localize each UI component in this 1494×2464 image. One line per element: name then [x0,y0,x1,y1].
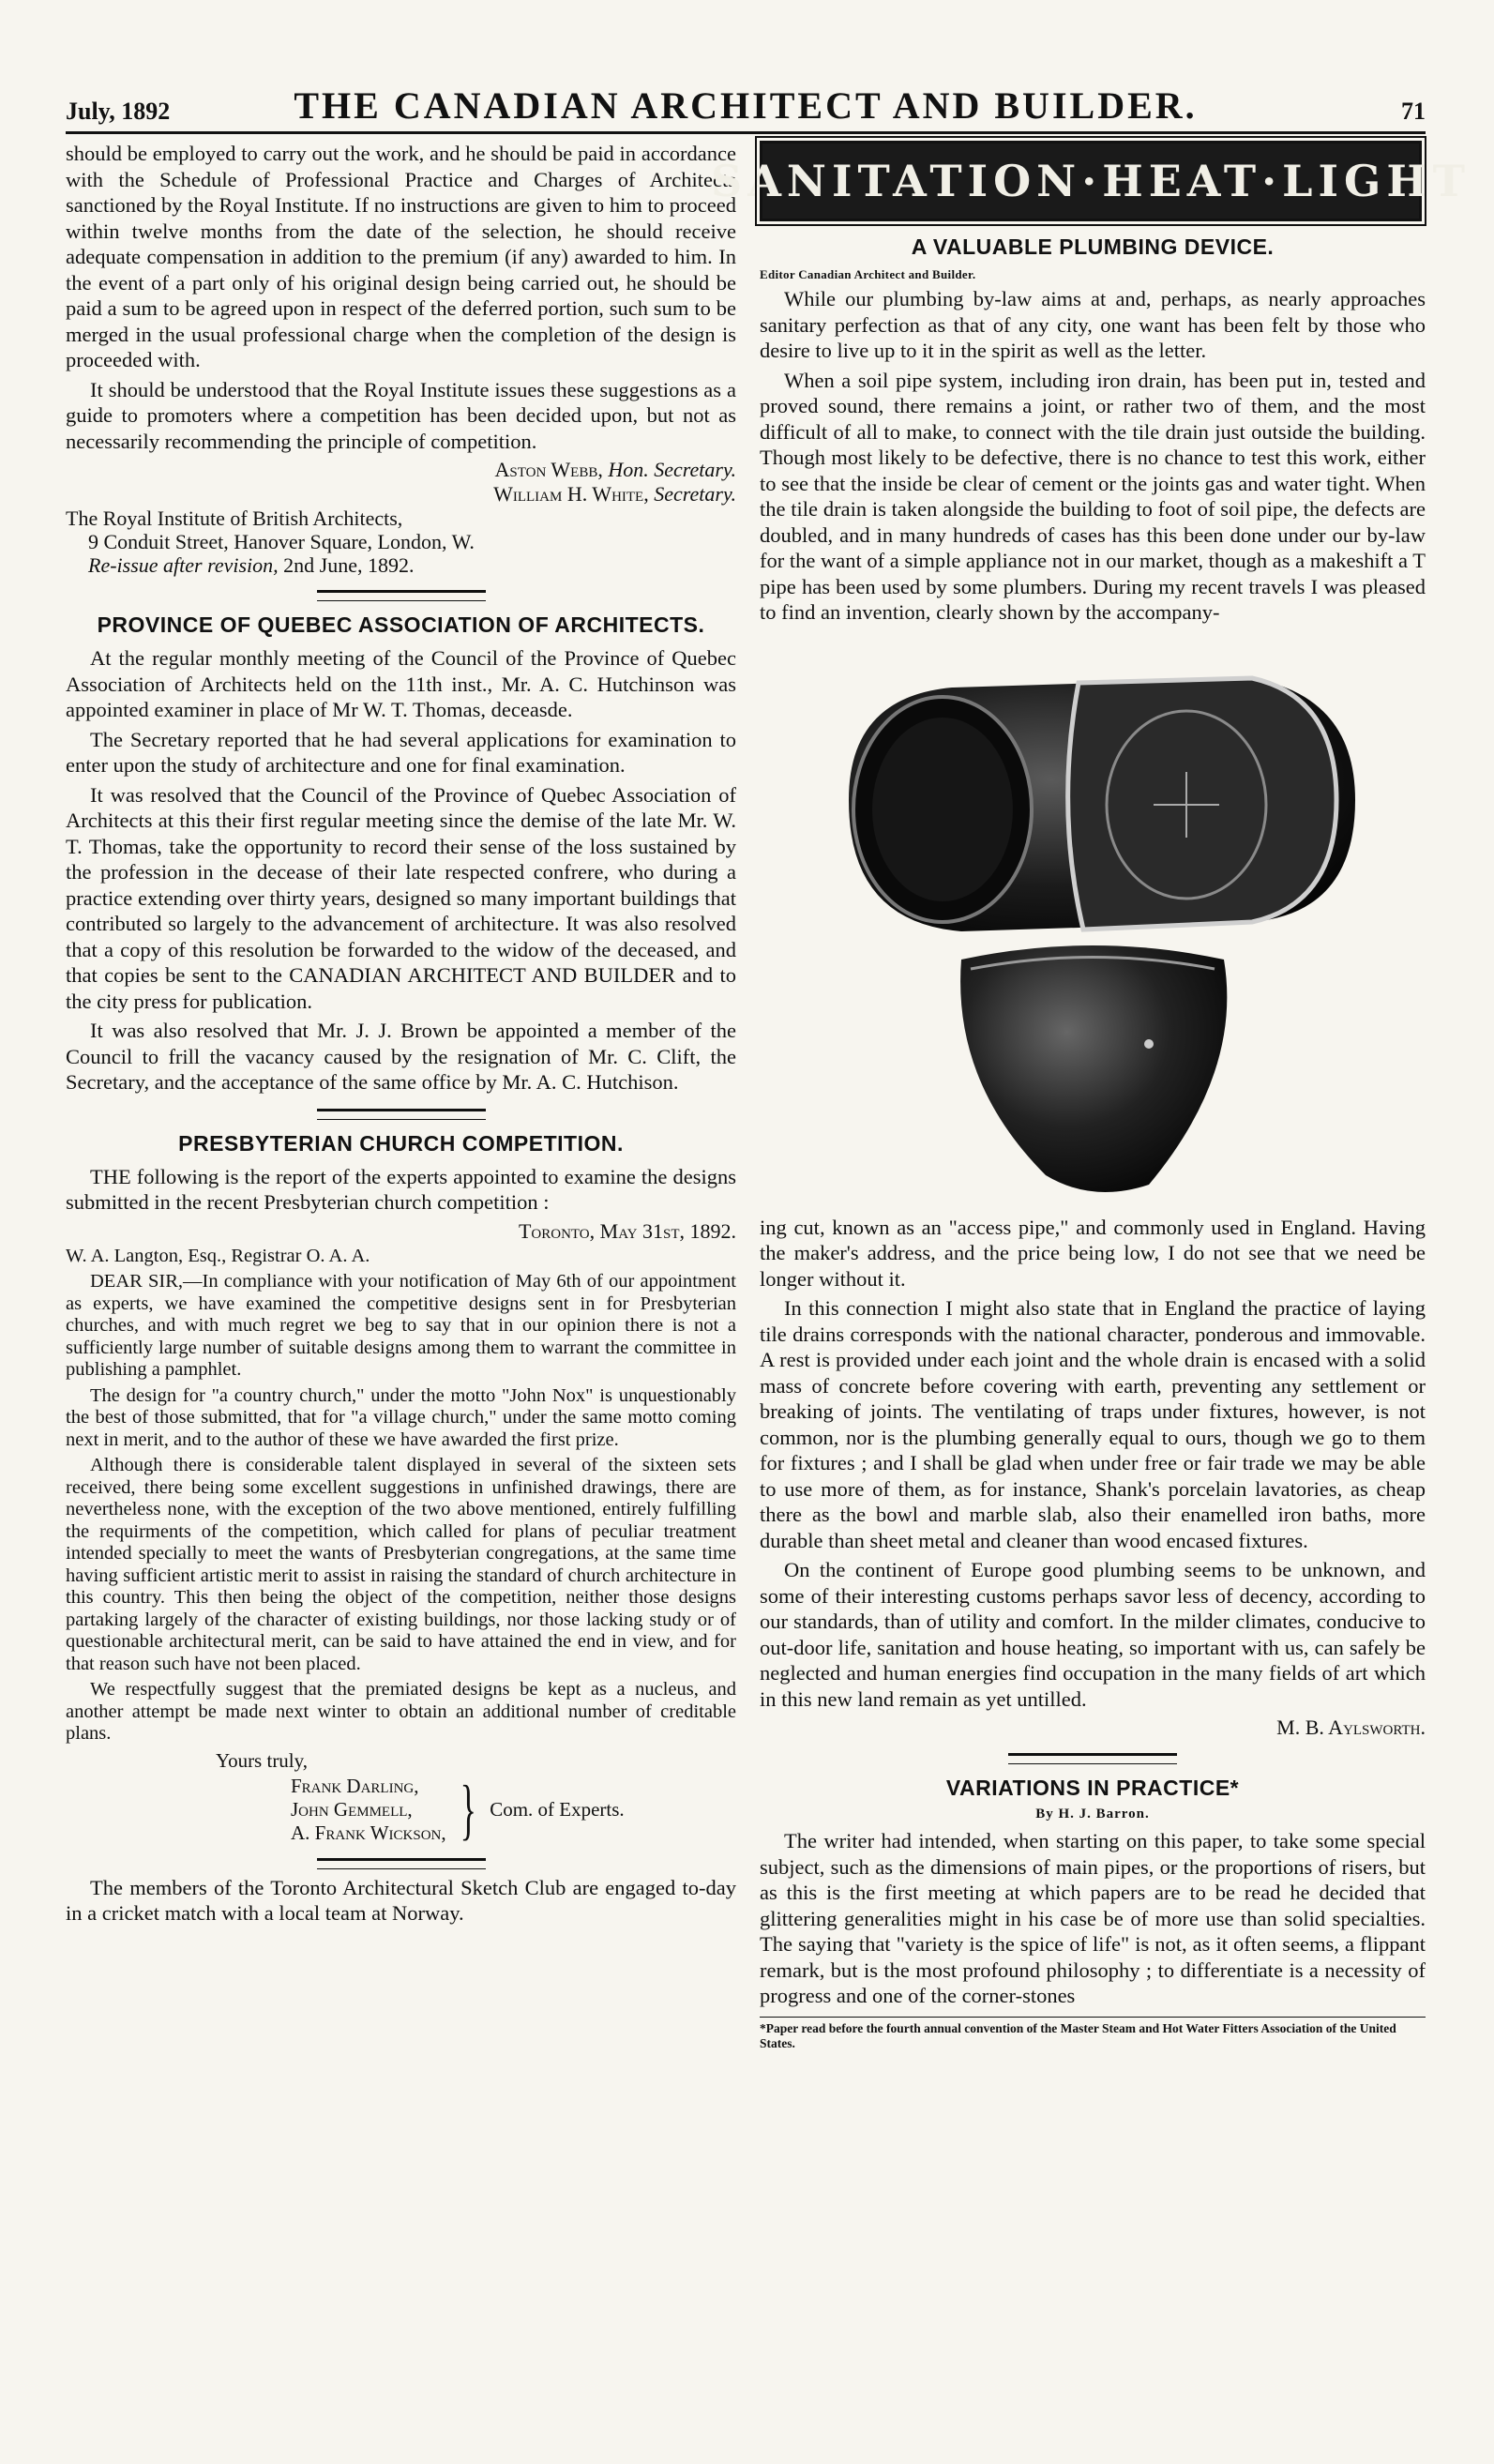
access-pipe-engraving [811,641,1374,1203]
signatory-role: Secretary. [654,482,736,506]
closing-salutation: Yours truly, [216,1748,309,1772]
expert-signatures [291,1772,736,1847]
paragraph: When a soil pipe system, including iron drain, has been put in, tested and proved sound, there remains a joint, or rather two of them, and the most difficult of all to make, to connect with the tile drain just outside the building. Though most likely to be defective, there is no chance to test this work, either to see that the inside be clear of cement or the joints gas and water tight. When the tile drain is taken alongside the building to foot of soil pipe, the defects are doubled, and in many hundreds of cases has this been done under our by-law for the want of a simple appliance not in our market, though as a makeshift a T pipe has been used by some plumbers. During my recent travels I was pleased to find an invention, clearly shown by the accompany- [760,368,1426,624]
section-heading: VARIATIONS IN PRACTICE* [945,1776,1240,1800]
paragraph: The writer had intended, when starting on this paper, to take some special subject, such as the dimensions of main pipes, or the proportions of risers, but as this is the first meeting at which papers are to be read he decided that glittering generalities might in his case be of more use than solid specialties. The saying that "variety is the spice of life" is not, as it often seems, a flippant remark, but is the most profound philosophy ; to differentiate is a necessity of progress and one of the corner-stones [760,1829,1426,2007]
paragraph: We respectfully suggest that the premiated designs be kept as a nucleus, and another attempt be made next winter to obtain an additional number of creditable plans. [66,1679,736,1744]
expert-name: John Gemmell, [291,1797,413,1821]
expert-name: Frank Darling, [291,1774,419,1797]
paragraph: It was also resolved that Mr. J. J. Brown be appointed a member of the Council to frill the vacancy caused by the resignation of Mr. C. Clift, the Secretary, and the acceptance of the same office by Mr. A. C. Hutchison. [66,1019,736,1094]
paragraph: should be employed to carry out the work, and he should be paid in accordance with the Schedule of Professional Practice and Charges of Architects sanctioned by the Royal Institute. If no instructions are given to him to proceed within twelve months from the date of the selection, he should receive adequate compensation in addition to the premium (if any) awarded to him. In the event of a part only of his original design being carried out, he should be paid a sum to be agreed upon in respect of the deferred portion, such sum to be merged in the usual professional charge when the completion of the design is proceeded with. [66,142,736,371]
section-heading: PROVINCE OF QUEBEC ASSOCIATION OF ARCHITECTS. [97,612,705,637]
signatory-name: Aston Webb, [494,458,603,481]
paragraph: While our plumbing by-law aims at and, perhaps, as nearly approaches sanitary perfection as that of any city, one want has been felt by those who desire to live up to it in the spirit as well as the letter. [760,287,1426,362]
address-line: The Royal Institute of British Architects, [66,506,403,530]
section-divider [317,1858,486,1869]
reissue-date: 2nd June, 1892. [283,553,415,577]
signatory-role: Hon. Secretary. [608,458,736,481]
paragraph: It should be understood that the Royal Institute issues these suggestions as a guide to promoters where a competition has been decided upon, but not as necessarily recommending the principle of competition. [66,377,736,453]
right-column [710,141,1471,2051]
section-heading: A VALUABLE PLUMBING DEVICE. [911,234,1275,259]
left-column [66,141,736,1930]
letter-date: Toronto, May 31st, 1892. [518,1218,736,1243]
article-byline: By H. J. Barron. [1035,1806,1150,1822]
paragraph: The members of the Toronto Architectural Sketch Club are engaged to-day in a cricket match with a local team at Norway. [66,1875,736,1925]
paragraph: DEAR SIR,—In compliance with your notification of May 6th of our appointment as experts, we have examined the competitive designs sent in for Presbyterian churches, and with much regret we beg to say that in our opinion there is not a sufficiently large number of suitable designs among them to warrant the committee in publishing a pamphlet. [66,1271,736,1380]
author-signature: M. B. Aylsworth. [1276,1716,1426,1739]
masthead-title: THE CANADIAN ARCHITECT AND BUILDER. [294,84,1198,127]
editor-line: Editor Canadian Architect and Builder. [760,267,976,281]
paragraph: In this connection I might also state that in England the practice of laying tile drains corresponds with the national character, ponderous and immovable. A rest is provided under each joint and the whole drain is encased with a solid mass of concrete before covering with earth, preventing any settlement or breaking of joints. The ventilating of traps under fixtures, however, is not common, nor is the plumbing generally equal to ours, though we go to them for fixtures ; and I shall be glad when under free or fair trade we may be able to use more of them, as for instance, Shank's porcelain lavatories, as cheap there as the bowl and marble slab, also their enamelled iron baths, more durable than sheet metal and cleaner than wood encased fixtures. [760,1296,1426,1552]
address-line: 9 Conduit Street, Hanover Square, London, W. [88,530,475,553]
issue-date: July, 1892 [66,98,171,125]
section-banner [710,141,1471,221]
expert-names [291,1775,446,1845]
access-pipe-illustration [811,641,1374,1203]
brace-glyph: } [460,1772,476,1847]
paragraph: ing cut, known as an "access pipe," and commonly used in England. Having the maker's address, and the price being low, I do not see that we need be longer without it. [760,1215,1426,1291]
signature [66,482,736,506]
paragraph: On the continent of Europe good plumbing seems to be unknown, and some of their interesting customs perhaps savor less of decency, according to our standards, than of utility and comfort. In the milder climates, conducive to out-door life, sanitation and house heating, so important with us, can safely be neglected and human energies find occupation in the many fields of art which in this new land remain as yet untilled. [760,1558,1426,1711]
page-header [66,84,1426,134]
paragraph: THE following is the report of the experts appointed to examine the designs submitted in the recent Presbyterian church competition : [66,1164,736,1214]
reissue-note: Re-issue after revision, [88,553,279,577]
footnote: *Paper read before the fourth annual convention of the Master Steam and Hot Water Fitters Association of the United States. [760,2017,1426,2051]
committee-label: Com. of Experts. [490,1797,625,1821]
address-line [66,553,736,577]
paragraph: The Secretary reported that he had several applications for examination to enter upon the study of architecture and one for final examination. [66,727,736,777]
section-divider [317,1109,486,1120]
signatory-name: William H. White, [493,482,649,506]
page-number: 71 [1401,98,1426,125]
paragraph: Although there is considerable talent displayed in several of the sixteen sets received, there being some excellent suggestions in unfinished drawings, there are nevertheless none, with the exception of the two above mentioned, entirely fulfilling the requirments of the competition, which called for plans of peculiar treatment intended specially to meet the wants of Presbyterian congregations, at the same time having sufficient artistic merit to assist in raising the standard of church architecture in this country. This then being the object of the competition, neither those designs partaking largely of the character of existing buildings, nor those lacking study or of questionable architectural merit, can be said to have attained the end in view, and for that reason such have not been placed. [66,1455,736,1674]
letter-addressee: W. A. Langton, Esq., Registrar O. A. A. [66,1245,370,1266]
paragraph: It was resolved that the Council of the Province of Quebec Association of Architects at this their first regular meeting since the demise of the late Mr. W. T. Thomas, take the opportunity to record their sense of the loss sustained by the profession in the decease of their late respected confrere, who during a practice extending over thirty years, designed so many important buildings that contributed so largely to the advancement of architecture. It was also resolved that a copy of this resolution be forwarded to the widow of the deceased, and that copies be sent to the CANADIAN ARCHITECT AND BUILDER and to the city press for publication. [66,782,736,1013]
signature [66,458,736,482]
section-divider [317,590,486,601]
expert-name: A. Frank Wickson, [291,1821,446,1844]
letter-body [66,1271,736,1746]
banner-text: SANITATION·HEAT·LIGHT [710,156,1471,206]
section-heading: PRESBYTERIAN CHURCH COMPETITION. [178,1130,624,1156]
paragraph: At the regular monthly meeting of the Council of the Province of Quebec Association of Architects held on the 11th inst., Mr. A. C. Hutchinson was appointed examiner in place of Mr W. T. Thomas, deceasde. [66,646,736,721]
section-divider [1008,1753,1177,1764]
paragraph: The design for "a country church," under the motto "John Nox" is unquestionably the best of those submitted, that for "a village church," under the same motto coming next in merit, and to the author of these we have awarded the first prize. [66,1384,736,1450]
